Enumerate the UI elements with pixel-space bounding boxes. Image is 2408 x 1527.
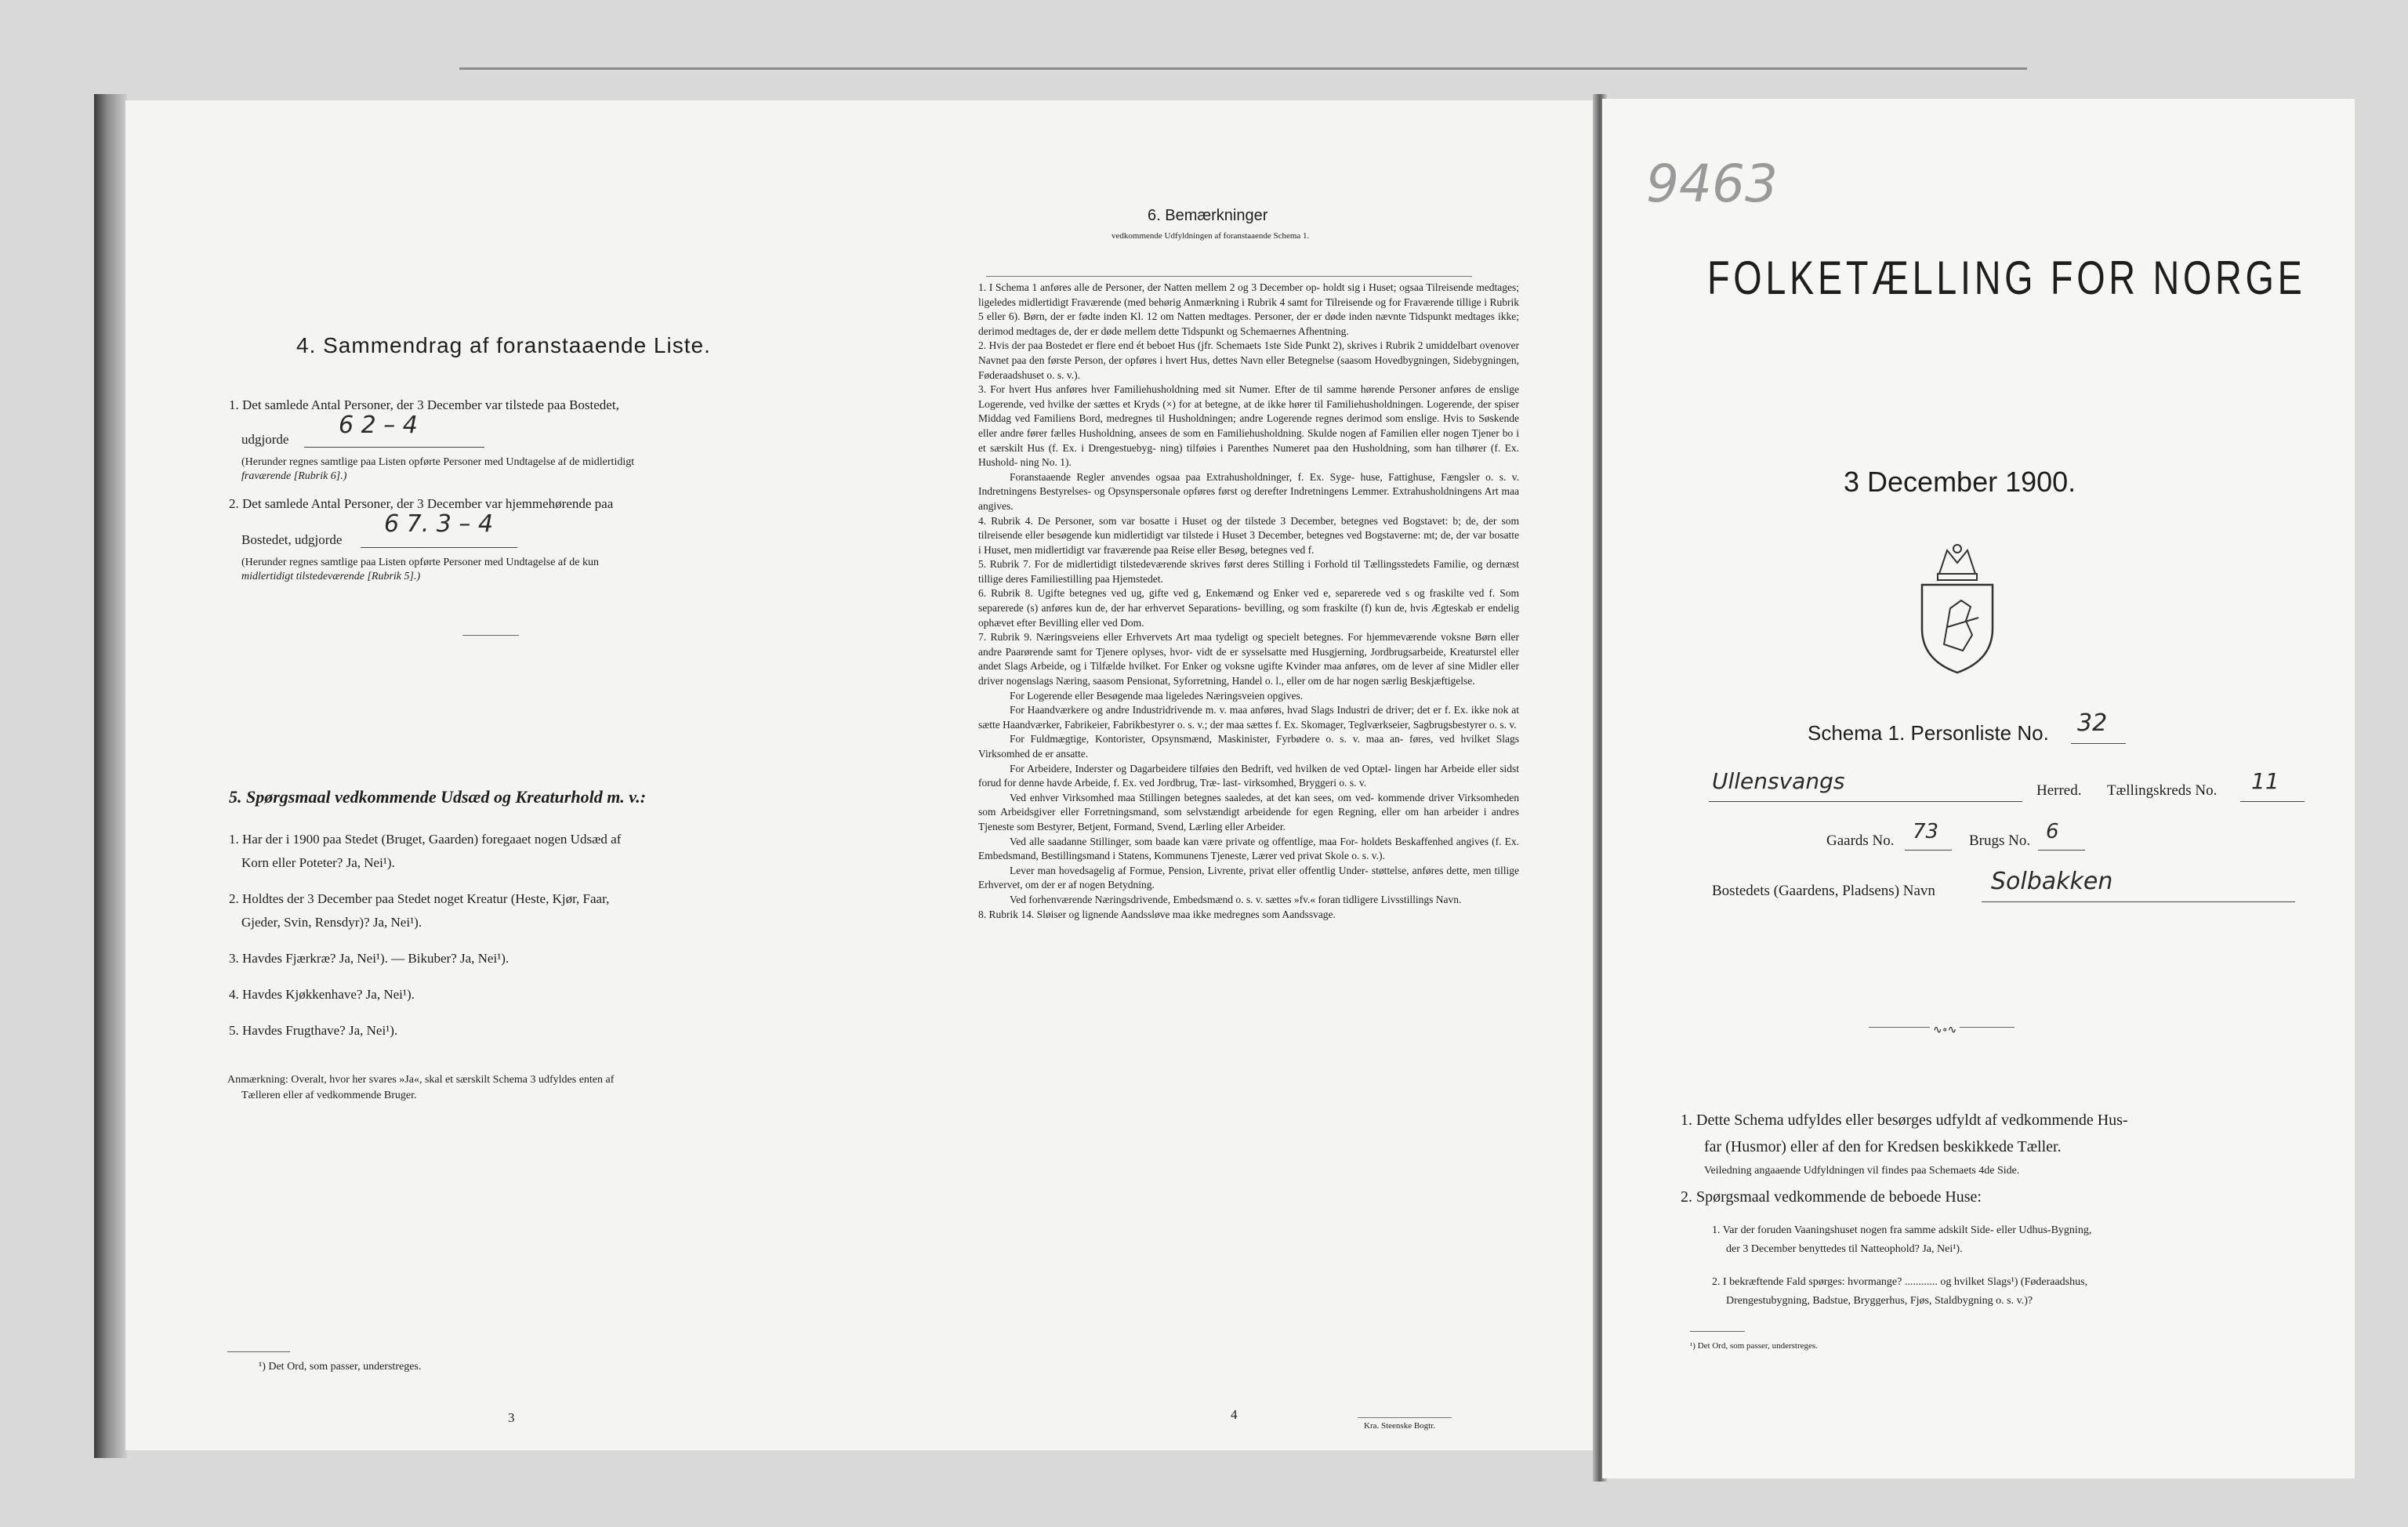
- kreds-label: Tællingskreds No.: [2107, 782, 2218, 799]
- remark-item-8: 8. Rubrik 14. Sløiser og lignende Aandssløve maa ikke medregnes som Aandssvage.: [978, 908, 1336, 920]
- right-page-cover: [1602, 99, 2355, 1478]
- q2-dotted-line: [361, 547, 517, 548]
- brugs-label: Brugs No.: [1969, 832, 2031, 849]
- section4-title: 4. Sammendrag af foranstaaende Liste.: [296, 333, 711, 357]
- ornament: ∿∘∿: [1930, 1022, 1960, 1039]
- remarks-top-rule: [986, 276, 1472, 277]
- remark-item-7d: For Fuldmægtige, Kontorister, Opsynsmænd, Maskinister, Fyrbødere o. s. v. maa an- føres, ved hvilket Slags Virksomhed de er ansatte.: [978, 733, 1519, 760]
- archive-pencil-number: 9463: [1646, 154, 1778, 214]
- q1-note2: fraværende [Rubrik 6].): [241, 470, 347, 482]
- section-divider: [462, 635, 519, 636]
- page-number: 4: [1231, 1407, 1238, 1422]
- remark-item-7f: Ved enhver Virksomhed maa Stillingen betegnes saaledes, at det kan sees, om ved- kommende driver Virksomheden som Arbeidsgiver eller Forretningsmand, som selvstændigt arbeidende for egen Regning, eller om han arbeider i andres Tjeneste som Bestyrer, Betjent, Formand, Svend, Lærling eller Arbeider.: [978, 791, 1519, 832]
- section5-title: 5. Spørgsmaal vedkommende Udsæd og Kreaturhold m. v.:: [229, 787, 647, 807]
- remark-item-7: 7. Rubrik 9. Næringsveiens eller Erhvervets Art maa tydeligt og specielt betegnes. For hjemmeværende voksne Børn eller andre Paarørende samt for Tjenere oplyses, hvor- vidt de er sysselsatte med Husgjerning, Jordbrugsarbeide, Kreaturstel eller andet Slags Arbeide, og i Tilfælde hvilket. For Enker og voksne ugifte Kvinder maa anføres, om de lever af sine Midler eller driver nogenslags Næring, saasom Pensionat, Syforretning, Handel o. l., eller om de har nogen særlig Beskjæftigelse.: [978, 631, 1519, 687]
- s5-q4: 4. Havdes Kjøkkenhave? Ja, Nei¹).: [229, 987, 415, 1002]
- remark-item-5: 5. Rubrik 7. For de midlertidigt tilstedeværende skrives først deres Stilling i Forhold til Tællingsstedets Familie, og dernæst tillige deres Familiestilling paa Hjemstedet.: [978, 558, 1519, 585]
- q2-note2: midlertidigt tilstedeværende [Rubrik 5].): [241, 571, 421, 582]
- remarks-subtitle: vedkommende Udfyldningen af foranstaaende Schema 1.: [1112, 231, 1310, 241]
- q2-label: Bostedet, udgjorde: [241, 532, 343, 547]
- kreds-rule: [2240, 801, 2305, 802]
- bosted-rule: [1982, 901, 2295, 902]
- bosted-value: Solbakken: [1991, 868, 2113, 895]
- main-title: FOLKETÆLLING FOR NORGE: [1707, 252, 2306, 304]
- book-edge-shadow: [94, 94, 127, 1458]
- page-number: 3: [508, 1410, 515, 1425]
- remark-item-7e: For Arbeidere, Inderster og Dagarbeidere tilføies den Bedrift, ved hvilken de ved Optæl- lingen har Arbeide eller sidst forud for denne havde Arbeide, f. Ex. ved Jordbrug, Træ- last- virksomhed, Bryggeri o. s. v.: [978, 762, 1519, 789]
- personliste-number: 32: [2077, 709, 2108, 737]
- remark-item-3: 3. For hvert Hus anføres hver Familiehusholdning med sit Numer. Efter de til samme hørende Personer anføres de enslige Logerende, ved hvilke der sættes et Kryds (×) for at betegne, at de ikke hører til Familiehusholdningen. Logerende, der spiser Middag ved Familiens Bord, medregnes til Husholdningen; andre Logerende regnes derimod som enslige. Hvis to Søskende eller andre fører fælles Husholdning, ansees de som en Familiehusholdning. Skulde nogen af Familien eller nogen Tjener bo i et særskilt Hus (f. Ex. i Drengestuebyg- ning) tilføies i Parenthes Numeret paa den Husholdning, som han tilhører (f. Ex. Hushold- ning No. 1).: [978, 383, 1519, 469]
- instruction2-q2-line1: 2. I bekræftende Fald spørges: hvormange? ............ og hvilket Slags¹) (Føderaadshus,: [1712, 1276, 2088, 1288]
- instruction2-q2-line2: Drengestubygning, Badstue, Bryggerhus, Fjøs, Staldbygning o. s. v.)?: [1726, 1295, 2033, 1307]
- s5-q1-line1: 1. Har der i 1900 paa Stedet (Bruget, Gaarden) foregaaet nogen Udsæd af: [229, 832, 622, 847]
- instruction2-title: 2. Spørgsmaal vedkommende de beboede Huse:: [1681, 1188, 1982, 1206]
- printer-credit: Kra. Steenske Bogtr.: [1364, 1421, 1436, 1431]
- gaards-label: Gaards No.: [1826, 832, 1895, 849]
- remarks-body: [978, 281, 1519, 922]
- s5-q2-line1: 2. Holdtes der 3 December paa Stedet noget Kreatur (Heste, Kjør, Faar,: [229, 891, 610, 906]
- q2-handwritten-answer: 6 7. 3 – 4: [384, 510, 494, 538]
- gaards-rule: [1905, 850, 1952, 851]
- gaards-value: 73: [1913, 820, 1939, 843]
- s5-q2-line2: Gjeder, Svin, Rensdyr)? Ja, Nei¹).: [241, 915, 422, 930]
- q1-label: udgjorde: [241, 432, 289, 447]
- instruction1-note: Veiledning angaaende Udfyldningen vil findes paa Schemaets 4de Side.: [1704, 1165, 2020, 1177]
- printer-rule: [1358, 1417, 1452, 1418]
- herred-label: Herred.: [2036, 782, 2082, 799]
- brugs-rule: [2038, 850, 2085, 851]
- instruction1-line2: far (Husmor) eller af den for Kredsen beskikkede Tæller.: [1704, 1138, 2062, 1155]
- schema-label: Schema 1. Personliste No.: [1808, 721, 2049, 745]
- remark-item-4: 4. Rubrik 4. De Personer, som var bosatte i Huset og der tilstede 3 December, betegnes ved Bogstavet: b; de, der som tilreisende eller besøgende kun midlertidigt var tilstede i Huset 3 December, betegnes ved Bogstaverne: mt; de, der var bosatte i Huset, men midlertidigt var fraværende paa Reise eller Besøg, betegnes ved f.: [978, 514, 1519, 556]
- instruction2-q1-line1: 1. Var der foruden Vaaningshuset nogen fra samme adskilt Side- eller Udhus-Bygning,: [1712, 1224, 2092, 1236]
- s5-q5: 5. Havdes Frugthave? Ja, Nei¹).: [229, 1023, 398, 1038]
- remark-line2: Tælleren eller af vedkommende Bruger.: [241, 1090, 417, 1101]
- remark-item-7b: For Logerende eller Besøgende maa ligeledes Næringsveien opgives.: [1010, 689, 1304, 702]
- footnote: ¹) Det Ord, som passer, understreges.: [259, 1361, 422, 1373]
- top-edge-line: [459, 67, 2027, 70]
- herred-value: Ullensvangs: [1712, 768, 1845, 794]
- brugs-value: 6: [2046, 820, 2059, 843]
- s5-q3: 3. Havdes Fjærkræ? Ja, Nei¹). — Bikuber? Ja, Nei¹).: [229, 951, 510, 966]
- footnote: ¹) Det Ord, som passer, understreges.: [1690, 1341, 1818, 1351]
- remark-item-6: 6. Rubrik 8. Ugifte betegnes ved ug, gifte ved g, Enkemænd og Enker ved e, separerede ved s og fraskilte ved f. Som separerede (s) anføres kun de, der har erhvervet Separations- bevilling, og som fraskilte (f) kun de, hvis Ægteskab er endelig ophævet efter Bevilling eller ved Dom.: [978, 587, 1519, 629]
- s5-q1-line2: Korn eller Poteter? Ja, Nei¹).: [241, 855, 395, 870]
- remark-item-1: 1. I Schema 1 anføres alle de Personer, der Natten mellem 2 og 3 December op- holdt sig i Huset; ogsaa Tilreisende medtages; ligeledes midlertidigt Fraværende (med behørig Anmærkning i Rubrik 4 samt for Tilreisende og for Fraværende tillige i Rubrik 5 eller 6). Børn, der er fødte inden Kl. 12 om Natten medtages. Personer, der er døde inden nævnte Tidspunkt medtages ikke; derimod medtages de, der er døde mellem dette Tidspunkt og Schemaernes Afhentning.: [978, 281, 1519, 337]
- remarks-title: 6. Bemærkninger: [1148, 207, 1268, 224]
- footnote-rule: [1690, 1331, 1745, 1332]
- q1-dotted-line: [304, 447, 484, 448]
- remark-item-7c: For Haandværkere og andre Industridrivende m. v. maa anføres, hvad Slags Industri de driver; det er f. Ex. ikke nok at sætte Haandværker, Fabrikeier, Fabrikbestyrer o. s. v.; der maa sættes f. Ex. Skomager, Teglværkseier, Sagbrugsbestyrer o. s. v.: [978, 704, 1519, 731]
- q1-line1: 1. Det samlede Antal Personer, der 3 December var tilstede paa Bostedet,: [229, 397, 619, 412]
- kreds-value: 11: [2251, 768, 2279, 794]
- bosted-label: Bostedets (Gaardens, Pladsens) Navn: [1712, 883, 1935, 899]
- footnote-rule: [227, 1351, 290, 1352]
- remark-item-2: 2. Hvis der paa Bostedet er flere end ét beboet Hus (jfr. Schemaets 1ste Side Punkt 2), skrives i Rubrik 2 umiddelbart ovenover Navnet paa den første Person, der opføres i hvert Hus, dettes Navn eller Betegnelse (saasom Hovedbygningen, Sidebygningen, Føderaadshuset o. s. v.).: [978, 339, 1519, 381]
- instruction1-line1: 1. Dette Schema udfyldes eller besørges udfyldt af vedkommende Hus-: [1681, 1112, 2128, 1129]
- q2-line1: 2. Det samlede Antal Personer, der 3 December var hjemmehørende paa: [229, 496, 614, 511]
- personliste-rule: [2071, 743, 2126, 744]
- remark-item-7i: Ved forhenværende Næringsdrivende, Embedsmænd o. s. v. sættes »fv.« foran tidligere Livsstillings Navn.: [1010, 893, 1462, 905]
- norway-coat-of-arms: [1916, 542, 1999, 676]
- herred-rule: [1709, 801, 2022, 802]
- remark-item-7h: Lever man hovedsagelig af Formue, Pension, Livrente, privat eller offentlig Under- støttelse, anføres dette, men tillige Erhvervet, om der er af nogen Betydning.: [978, 864, 1519, 891]
- q1-handwritten-answer: 6 2 – 4: [339, 412, 418, 439]
- q1-note1: (Herunder regnes samtlige paa Listen opførte Personer med Undtagelse af de midlertidigt: [241, 456, 635, 468]
- q2-note1: (Herunder regnes samtlige paa Listen opførte Personer med Undtagelse af de kun: [241, 557, 600, 568]
- remark-line1: Anmærkning: Overalt, hvor her svares »Ja«, skal et særskilt Schema 3 udfyldes enten af: [227, 1074, 615, 1086]
- instruction2-q1-line2: der 3 December benyttedes til Natteophold? Ja, Nei¹).: [1726, 1243, 1963, 1255]
- remark-item-3b: Foranstaaende Regler anvendes ogsaa paa Extrahusholdninger, f. Ex. Syge- huse, Fattighuse, Fængsler o. s. v. Indretningens Bestyrelses- og Opsynspersonale opføres først og derefter Indretningens Lemmer. Extrahusholdningens Art maa angives.: [978, 470, 1519, 512]
- remark-item-7g: Ved alle saadanne Stillinger, som baade kan være private og offentlige, maa For- holdets Beskaffenhed angives (f. Ex. Embedsmand, Bestillingsmand i Statens, Kommunens Tjeneste, Lærer ved privat Skole o. s. v.).: [978, 835, 1519, 862]
- left-page: [125, 100, 862, 1450]
- census-date: 3 December 1900.: [1844, 466, 2076, 498]
- middle-page: [862, 100, 1599, 1450]
